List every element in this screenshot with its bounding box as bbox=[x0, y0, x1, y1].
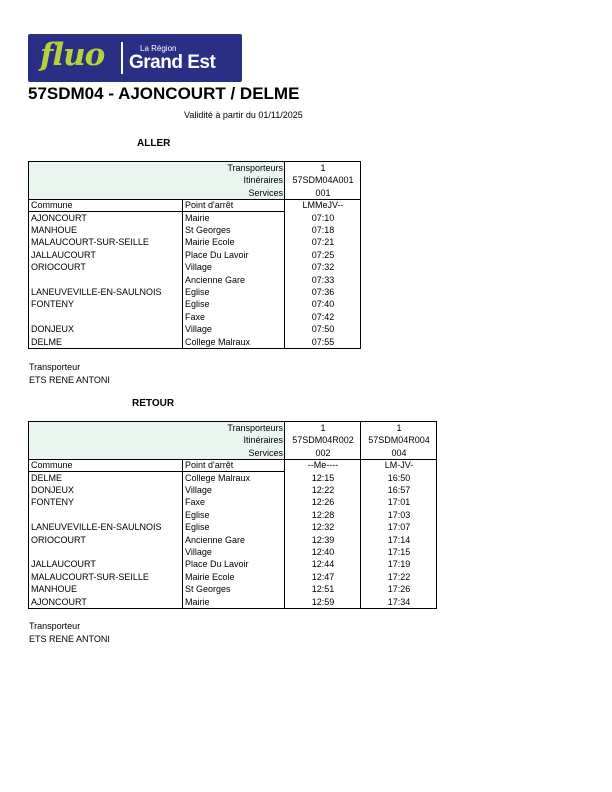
retour-footer-carrier: ETS RENE ANTONI bbox=[29, 634, 110, 644]
retour-label-services: Services bbox=[248, 447, 283, 458]
aller-row-time: 07:50 bbox=[311, 324, 335, 335]
aller-divider-commune bbox=[182, 199, 183, 348]
retour-row-time: 16:50 bbox=[387, 472, 411, 483]
aller-divider-trip bbox=[284, 162, 285, 348]
aller-column-point-arret: Point d'arrêt bbox=[185, 200, 234, 211]
retour-row-time: 17:07 bbox=[387, 522, 411, 533]
retour-row-stop: Eglise bbox=[185, 522, 210, 533]
retour-row-time: 16:57 bbox=[387, 485, 411, 495]
retour-trip-itineraire: 57SDM04R004 bbox=[368, 435, 430, 446]
retour-footer bbox=[29, 620, 110, 646]
aller-row-stop: Village bbox=[185, 324, 212, 335]
aller-row-time: 07:18 bbox=[311, 225, 335, 235]
retour-divider-trip bbox=[360, 422, 361, 608]
aller-trip-itineraire: 57SDM04A001 bbox=[292, 175, 354, 186]
retour-column-point-arret: Point d'arrêt bbox=[185, 460, 234, 471]
aller-row-commune: ORIOCOURT bbox=[31, 262, 86, 273]
validity-date: Validité à partir du 01/11/2025 bbox=[184, 110, 303, 120]
retour-divider-trip bbox=[284, 422, 285, 608]
retour-row-time: 17:34 bbox=[387, 596, 411, 607]
aller-trip-days: LMMeJV-- bbox=[302, 200, 344, 211]
aller-label-itineraires: Itinéraires bbox=[243, 175, 283, 186]
aller-row-commune: AJONCOURT bbox=[31, 212, 87, 223]
retour-row-commune: JALLAUCOURT bbox=[31, 559, 96, 570]
aller-label-services: Services bbox=[248, 187, 283, 198]
retour-row-time: 12:22 bbox=[311, 485, 335, 495]
aller-row-time: 07:25 bbox=[311, 249, 335, 260]
retour-trip-transporteur: 1 bbox=[320, 423, 326, 433]
logo-grand-est-text: Grand Est bbox=[129, 52, 216, 73]
aller-footer-label: Transporteur bbox=[29, 362, 81, 372]
retour-row-time: 17:01 bbox=[387, 497, 411, 508]
retour-row-time: 17:03 bbox=[387, 509, 411, 520]
aller-row-commune: FONTENY bbox=[31, 299, 75, 310]
retour-trip-service: 002 bbox=[315, 447, 331, 458]
aller-row-stop: Mairie Ecole bbox=[185, 237, 235, 248]
aller-row-time: 07:21 bbox=[311, 237, 335, 248]
aller-row-stop: Ancienne Gare bbox=[185, 274, 246, 285]
retour-trip-days: LM-JV- bbox=[384, 460, 414, 471]
retour-row-stop: Mairie bbox=[185, 596, 210, 607]
retour-row-time: 12:28 bbox=[311, 509, 335, 520]
retour-row-time: 17:15 bbox=[387, 547, 411, 557]
logo-region-text: La Région bbox=[140, 44, 177, 53]
retour-label-itineraires: Itinéraires bbox=[243, 435, 283, 446]
retour-column-commune: Commune bbox=[31, 460, 73, 471]
retour-row-time: 17:26 bbox=[387, 584, 411, 595]
aller-row-stop: Mairie bbox=[185, 212, 210, 223]
retour-row-stop: Eglise bbox=[185, 509, 210, 520]
aller-row-commune: JALLAUCOURT bbox=[31, 249, 96, 260]
aller-column-header-divider bbox=[29, 211, 285, 212]
aller-section-title: ALLER bbox=[137, 138, 171, 149]
retour-label-transporteurs: Transporteurs bbox=[227, 423, 283, 433]
retour-row-time: 12:15 bbox=[311, 472, 335, 483]
retour-row-commune: FONTENY bbox=[31, 497, 75, 508]
retour-row-commune: DONJEUX bbox=[31, 485, 75, 495]
page-title: 57SDM04 - AJONCOURT / DELME bbox=[28, 84, 300, 103]
aller-row-time: 07:40 bbox=[311, 299, 335, 310]
logo-fluo-text: fluo bbox=[40, 37, 105, 73]
retour-row-stop: Village bbox=[185, 485, 212, 495]
aller-row-stop: Place Du Lavoir bbox=[185, 249, 249, 260]
retour-row-commune: AJONCOURT bbox=[31, 596, 87, 607]
retour-row-time: 17:22 bbox=[387, 571, 411, 582]
aller-row-stop: Eglise bbox=[185, 287, 210, 297]
aller-row-commune: MANHOUE bbox=[31, 225, 78, 235]
retour-column-header-divider bbox=[29, 471, 285, 472]
aller-row-time: 07:42 bbox=[311, 311, 335, 322]
retour-footer-label: Transporteur bbox=[29, 621, 81, 631]
aller-timetable bbox=[28, 161, 361, 349]
retour-row-commune: MALAUCOURT-SUR-SEILLE bbox=[31, 571, 149, 582]
retour-trip-days: --Me---- bbox=[307, 460, 339, 471]
retour-row-commune: MANHOUE bbox=[31, 584, 78, 595]
retour-row-time: 12:39 bbox=[311, 534, 335, 545]
aller-row-time: 07:33 bbox=[311, 274, 335, 285]
retour-row-time: 12:40 bbox=[311, 547, 335, 557]
retour-timetable bbox=[28, 421, 437, 609]
aller-trip-transporteur: 1 bbox=[320, 163, 326, 173]
aller-row-time: 07:36 bbox=[311, 287, 335, 297]
aller-label-transporteurs: Transporteurs bbox=[227, 163, 283, 173]
retour-trip-itineraire: 57SDM04R002 bbox=[292, 435, 354, 446]
retour-row-time: 12:32 bbox=[311, 522, 335, 533]
aller-row-stop: College Malraux bbox=[185, 336, 251, 347]
aller-row-stop: Eglise bbox=[185, 299, 210, 310]
retour-row-time: 12:59 bbox=[311, 596, 335, 607]
retour-divider-commune bbox=[182, 459, 183, 608]
retour-row-time: 12:47 bbox=[311, 571, 335, 582]
aller-row-stop: Faxe bbox=[185, 311, 206, 322]
aller-trip-service: 001 bbox=[315, 187, 331, 198]
aller-row-time: 07:55 bbox=[311, 336, 335, 347]
aller-header-divider bbox=[29, 199, 361, 200]
aller-footer-carrier: ETS RENE ANTONI bbox=[29, 375, 110, 385]
retour-row-time: 12:44 bbox=[311, 559, 335, 570]
aller-row-commune: LANEUVEVILLE-EN-SAULNOIS bbox=[31, 287, 162, 297]
retour-header-divider bbox=[29, 459, 437, 460]
retour-row-stop: Place Du Lavoir bbox=[185, 559, 249, 570]
aller-column-commune: Commune bbox=[31, 200, 73, 211]
aller-row-commune: DELME bbox=[31, 336, 63, 347]
retour-trip-service: 004 bbox=[391, 447, 407, 458]
fluo-grand-est-logo bbox=[28, 34, 242, 82]
aller-row-stop: St Georges bbox=[185, 225, 231, 235]
retour-row-stop: St Georges bbox=[185, 584, 231, 595]
aller-row-commune: DONJEUX bbox=[31, 324, 75, 335]
aller-footer bbox=[29, 361, 110, 387]
retour-row-stop: Faxe bbox=[185, 497, 206, 508]
retour-row-time: 12:51 bbox=[311, 584, 335, 595]
retour-trip-transporteur: 1 bbox=[396, 423, 402, 433]
retour-row-stop: College Malraux bbox=[185, 472, 251, 483]
retour-row-commune: LANEUVEVILLE-EN-SAULNOIS bbox=[31, 522, 162, 533]
retour-row-commune: DELME bbox=[31, 472, 63, 483]
retour-row-stop: Mairie Ecole bbox=[185, 571, 235, 582]
aller-row-time: 07:32 bbox=[311, 262, 335, 273]
aller-row-stop: Village bbox=[185, 262, 212, 273]
retour-row-stop: Ancienne Gare bbox=[185, 534, 246, 545]
retour-row-commune: ORIOCOURT bbox=[31, 534, 86, 545]
aller-row-time: 07:10 bbox=[311, 212, 335, 223]
retour-row-time: 17:19 bbox=[387, 559, 411, 570]
aller-row-commune: MALAUCOURT-SUR-SEILLE bbox=[31, 237, 149, 248]
retour-row-time: 12:26 bbox=[311, 497, 335, 508]
retour-section-title: RETOUR bbox=[132, 398, 175, 409]
retour-row-time: 17:14 bbox=[387, 534, 411, 545]
logo-separator bbox=[121, 42, 123, 74]
retour-row-stop: Village bbox=[185, 547, 212, 557]
